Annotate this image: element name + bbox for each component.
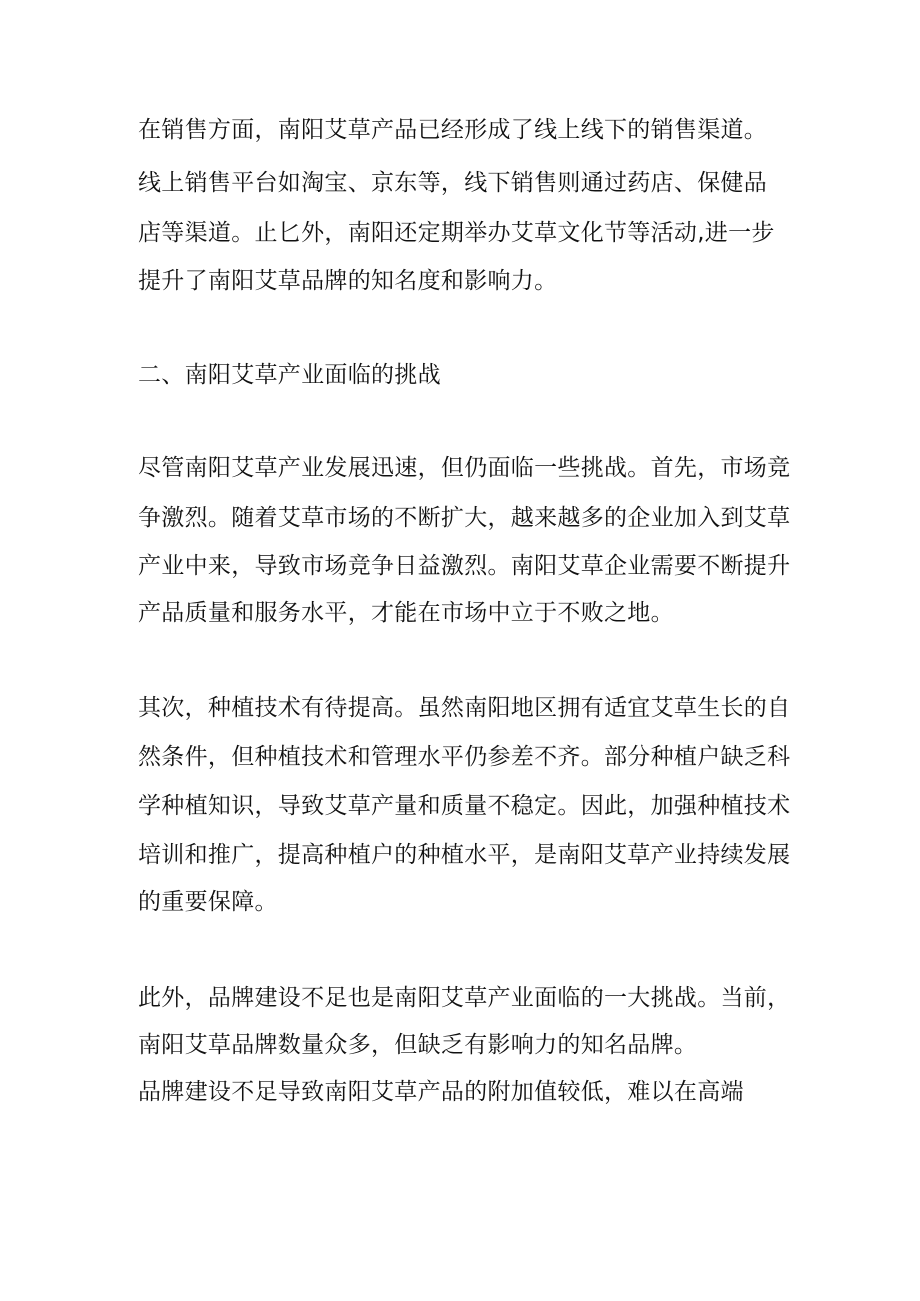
text-line: 产业中来，导致市场竞争日益激烈。南阳艾草企业需要不断提升: [138, 553, 791, 579]
text-line: 的重要保障。: [138, 889, 278, 915]
text-line: 学种植知识，导致艾草产量和质量不稳定。因此，加强种植技术: [138, 793, 791, 819]
text-line: 然条件，但种植技术和管理水平仍参差不齐。部分种植户缺乏科: [138, 744, 791, 770]
text-line: 南阳艾草品牌数量众多，但缺乏有影响力的知名品牌。: [138, 1032, 698, 1058]
heading-line: 二、南阳艾草产业面临的挑战: [138, 362, 441, 388]
text-line: 品牌建设不足导致南阳艾草产品的附加值较低，难以在高端: [138, 1079, 744, 1105]
text-line: 培训和推广，提高种植户的种植水平，是南阳艾草产业持续发展: [138, 842, 791, 868]
text-line: 在销售方面，南阳艾草产品已经形成了线上线下的销售渠道。: [138, 117, 768, 143]
text-line: 产品质量和服务水平，才能在市场中立于不败之地。: [138, 600, 674, 626]
text-line: 店等渠道。止匕外，南阳还定期举办艾草文化节等活动,进一步: [138, 220, 775, 246]
text-line: 争激烈。随着艾草市场的不断扩大，越来越多的企业加入到艾草: [138, 505, 791, 531]
text-line: 提升了南阳艾草品牌的知名度和影响力。: [138, 268, 558, 294]
text-line: 线上销售平台如淘宝、京东等，线下销售则通过药店、保健品: [138, 170, 768, 196]
text-line: 尽管南阳艾草产业发展迅速，但仍面临一些挑战。首先，市场竞: [138, 455, 791, 481]
text-line: 此外，品牌建设不足也是南阳艾草产业面临的一大挑战。当前，: [138, 985, 791, 1011]
text-line: 其次，种植技术有待提高。虽然南阳地区拥有适宜艾草生长的自: [138, 695, 791, 721]
